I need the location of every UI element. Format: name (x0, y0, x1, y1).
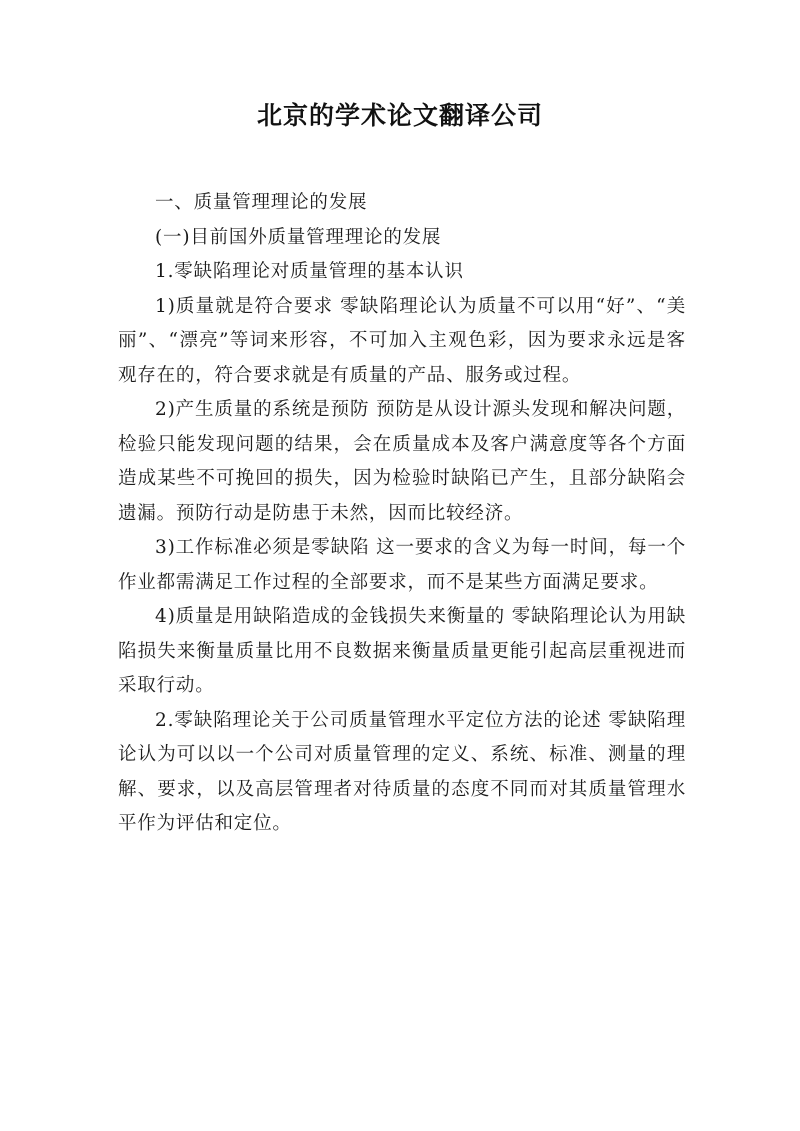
document-title: 北京的学术论文翻译公司 (256, 101, 543, 130)
section-heading-2: (一)目前国外质量管理理论的发展 (155, 226, 442, 248)
paragraph-1: 1)质量就是符合要求 零缺陷理论认为质量不可以用“好”、“美丽”、“漂亮”等词来形容，不可加入主观色彩，因为要求永远是客观存在的，符合要求就是有质量的产品、服务或过程。 (118, 295, 686, 386)
paragraph-5: 2.零缺陷理论关于公司质量管理水平定位方法的论述 零缺陷理论认为可以以一个公司对质量管理的定义、系统、标准、测量的理解、要求，以及高层管理者对待质量的态度不同而对其质量管理水平作为评估和定位。 (118, 709, 686, 834)
document-body (118, 186, 686, 842)
paragraph-3: 3)工作标准必须是零缺陷 这一要求的含义为每一时间，每一个作业都需满足工作过程的全部要求，而不是某些方面满足要求。 (118, 537, 686, 593)
paragraph-4: 4)质量是用缺陷造成的金钱损失来衡量的 零缺陷理论认为用缺陷损失来衡量质量比用不良数据来衡量质量更能引起高层重视进而采取行动。 (118, 606, 686, 696)
paragraph-2: 2)产生质量的系统是预防 预防是从设计源头发现和解决问题，检验只能发现问题的结果，会在质量成本及客户满意度等各个方面造成某些不可挽回的损失，因为检验时缺陷已产生，且部分缺陷会遗漏。预防行动是防患于未然，因而比较经济。 (118, 399, 686, 524)
section-heading-3: 1.零缺陷理论对质量管理的基本认识 (155, 261, 464, 282)
section-heading-1: 一、质量管理理论的发展 (155, 192, 368, 213)
